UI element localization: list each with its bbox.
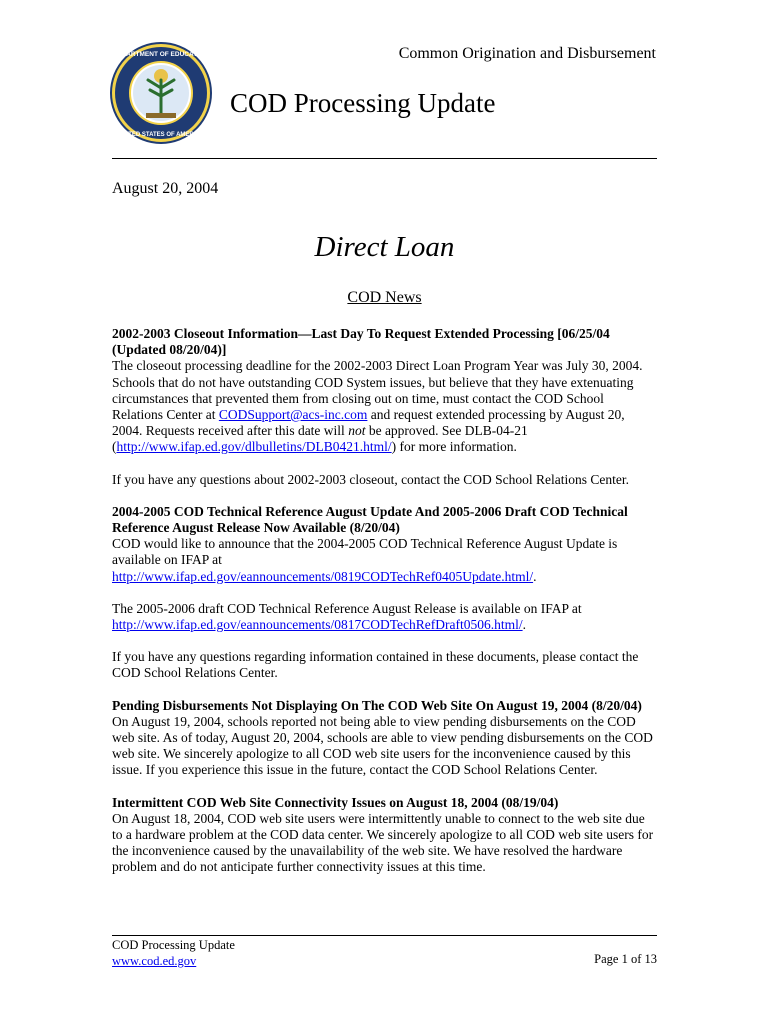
department-of-education-seal bbox=[110, 42, 212, 144]
publication-date: August 20, 2004 bbox=[112, 180, 219, 197]
article-paragraph bbox=[112, 358, 657, 455]
news-content bbox=[112, 326, 657, 892]
emphasis-text: not bbox=[348, 423, 366, 439]
header-divider bbox=[112, 158, 657, 159]
article-body bbox=[112, 811, 657, 876]
article-text: COD would like to announce that the 2004-2005 COD Technical Reference August Update is available on IFAP at bbox=[112, 536, 618, 568]
article-paragraph: On August 18, 2004, COD web site users were intermittently unable to connect to the web site due to a hardware problem at the COD data center. We sincerely apologize to all COD web site users for the inconvenience caused by the unavailability of the web site. We have resolved the hardware problem and do not anticipate further connectivity issues at this time. bbox=[112, 810, 654, 875]
program-name: Common Origination and Disbursement bbox=[398, 45, 656, 62]
tech-ref-draft-link[interactable]: http://www.ifap.ed.gov/eannouncements/0817CODTechRefDraft0506.html/ bbox=[112, 617, 523, 633]
tech-ref-update-link[interactable]: http://www.ifap.ed.gov/eannouncements/0819CODTechRef0405Update.html/ bbox=[112, 568, 534, 584]
article-text: be approved. See DLB-04-21 ( bbox=[112, 423, 528, 455]
article-body bbox=[112, 358, 657, 487]
article-text: ) for more information. bbox=[391, 439, 517, 455]
news-article bbox=[112, 326, 657, 488]
article-title: 2002-2003 Closeout Information—Last Day To Request Extended Processing [06/25/04 (Updated 08/20/04)] bbox=[112, 326, 610, 358]
news-article bbox=[112, 795, 657, 876]
footer bbox=[112, 937, 235, 969]
program-heading: Direct Loan bbox=[314, 231, 455, 263]
svg-text:DEPARTMENT OF EDUCATION: DEPARTMENT OF EDUCATION bbox=[113, 51, 209, 58]
website-link[interactable]: www.cod.ed.gov bbox=[112, 954, 197, 968]
article-paragraph: COD would like to announce that the 2004-2005 COD Technical Reference August Update is available on IFAP at http://www.ifap.ed.gov/eannouncements/0819CODTechRef0405Update.html/. bbox=[112, 536, 618, 584]
footer-title: COD Processing Update bbox=[112, 938, 235, 952]
page-number: Page 1 of 13 bbox=[594, 952, 657, 966]
dlb-bulletin-link[interactable]: http://www.ifap.ed.gov/dlbulletins/DLB0421.html/ bbox=[116, 439, 392, 455]
support-email-link[interactable]: CODSupport@acs-inc.com bbox=[218, 407, 368, 423]
svg-text:UNITED STATES OF AMERICA: UNITED STATES OF AMERICA bbox=[117, 132, 205, 138]
article-text: The 2005-2006 draft COD Technical Reference August Release is available on IFAP at bbox=[112, 600, 582, 616]
article-paragraph: If you have any questions about 2002-2003 closeout, contact the COD School Relations Center. bbox=[112, 471, 630, 487]
article-title: Intermittent COD Web Site Connectivity Issues on August 18, 2004 (08/19/04) bbox=[112, 794, 559, 810]
article-paragraph: On August 19, 2004, schools reported not being able to view pending disbursements on the COD web site. As of today, August 20, 2004, schools are able to view pending disbursements on the COD web site. We sincerely apologize to all COD web site users for the inconvenience caused by this issue. If you experience this issue in the future, contact the COD School Relations Center. bbox=[112, 713, 653, 778]
footer-divider bbox=[112, 935, 657, 936]
section-heading: COD News bbox=[347, 289, 422, 306]
article-text: The closeout processing deadline for the 2002-2003 Direct Loan Program Year was July 30, 2004. Schools that do not have outstanding COD System issues, but believe that they have extenuating circumstances that prevented them from closing out on time, must contact the COD School Relations Center at bbox=[112, 358, 643, 423]
article-title: 2004-2005 COD Technical Reference August Update And 2005-2006 Draft COD Technical Reference August Release Now Available (8/20/04) bbox=[112, 503, 628, 536]
article-title: Pending Disbursements Not Displaying On The COD Web Site On August 19, 2004 (8/20/04) bbox=[112, 697, 642, 713]
article-body bbox=[112, 714, 657, 779]
article-paragraph: The 2005-2006 draft COD Technical Reference August Release is available on IFAP at http://www.ifap.ed.gov/eannouncements/0817CODTechRefDraft0506.html/. bbox=[112, 600, 582, 633]
page-title: COD Processing Update bbox=[230, 88, 496, 118]
news-article bbox=[112, 698, 657, 779]
article-paragraph: If you have any questions regarding information contained in these documents, please contact the COD School Relations Center. bbox=[112, 649, 639, 681]
article-text: and request extended processing by August 20, 2004. Requests received after this date will bbox=[112, 407, 625, 439]
article-body bbox=[112, 536, 657, 681]
news-article bbox=[112, 504, 657, 682]
